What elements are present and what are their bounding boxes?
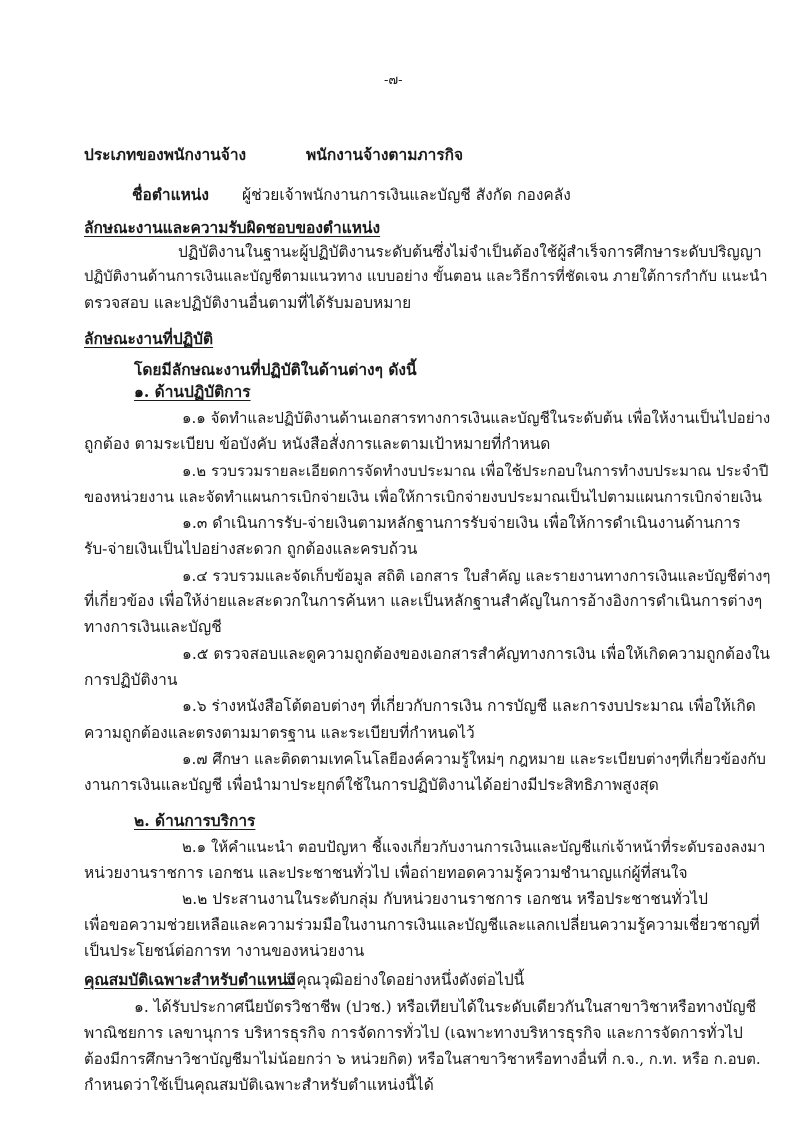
responsibility-line: ปฏิบัติงานด้านการเงินและบัญชีตามแนวทาง แบบอย่าง ขั้นตอน และวิธีการที่ชัดเจน ภายใต้การกำกับ แนะนำ (84, 268, 768, 285)
duty-item-line: ๑.๕ ตรวจสอบและดูความถูกต้องของเอกสารสำคัญทางการเงิน เพื่อให้เกิดความถูกต้องใน (182, 645, 771, 663)
qualification-line: พาณิชยการ เลขานุการ บริหารธุรกิจ การจัดการทั่วไป (เฉพาะทางบริหารธุรกิจ และการจัดการทั่วไป (84, 1024, 743, 1042)
duty-item-line: งานการเงินและบัญชี เพื่อนำมาประยุกต์ใช้ในการปฏิบัติงานได้อย่างมีประสิทธิภาพสูงสุด (84, 776, 659, 794)
duty-item-line: ๑.๖ ร่างหนังสือโต้ตอบต่างๆ ที่เกี่ยวกับการเงิน การบัญชี และการงบประมาณ เพื่อให้เกิด (182, 697, 756, 715)
duty-item-line: ๑.๒ รวบรวมรายละเอียดการจัดทำงบประมาณ เพื่อใช้ประกอบในการทำงบประมาณ ประจำปี (182, 462, 769, 480)
duties-intro: โดยมีลักษณะงานที่ปฏิบัติในด้านต่างๆ ดังนี้ (134, 360, 417, 379)
duties-heading: ลักษณะงานที่ปฏิบัติ (84, 329, 214, 348)
qualification-line: ต้องมีการศึกษาวิชาบัญชีมาไม่น้อยกว่า ๖ หน่วยกิต) หรือในสาขาวิชาหรือทางอื่นที่ ก.จ., ก.ท. หรือ ก.อบต. (84, 1050, 761, 1068)
employee-type-value: พนักงานจ้างตามภารกิจ (306, 145, 464, 164)
page-number: -๗- (384, 73, 403, 88)
qualification-heading: คุณสมบัติเฉพาะสำหรับตำแหน่ง (84, 970, 296, 989)
employee-type-label: ประเภทของพนักงานจ้าง (84, 145, 247, 164)
section-title: ๑. ด้านปฏิบัติการ (134, 382, 251, 401)
duty-item-line: การปฏิบัติงาน (84, 671, 178, 689)
duty-item-line: ๑.๔ รวบรวมและจัดเก็บข้อมูล สถิติ เอกสาร ใบสำคัญ และรายงานทางการเงินและบัญชีต่างๆ (182, 567, 771, 585)
duty-item-line: ที่เกี่ยวข้อง เพื่อให้ง่ายและสะดวกในการค้นหา และเป็นหลักฐานสำคัญในการอ้างอิงการดำเนินการต่างๆ (84, 592, 763, 610)
responsibility-heading: ลักษณะงานและความรับผิดชอบของตำแหน่ง (84, 218, 381, 237)
qualification-heading-suffix: มีคุณวุฒิอย่างใดอย่างหนึ่งดังต่อไปนี้ (286, 971, 525, 989)
duty-item-line: ๑.๑ จัดทำและปฏิบัติงานด้านเอกสารทางการเงินและบัญชีในระดับต้น เพื่อให้งานเป็นไปอย่าง (182, 409, 771, 427)
duty-item-line: ๒.๒ ประสานงานในระดับกลุ่ม กับหน่วยงานราชการ เอกชน หรือประชาชนทั่วไป (182, 890, 709, 908)
duty-item-line: ถูกต้อง ตามระเบียบ ข้อบังคับ หนังสือสั่งการและตามเป้าหมายที่กำหนด (84, 435, 551, 453)
duty-item-line: ความถูกต้องและตรงตามมาตรฐาน และระเบียบที่กำหนดไว้ (84, 724, 475, 742)
qualification-line: กำหนดว่าใช้เป็นคุณสมบัติเฉพาะสำหรับตำแหน่งนี้ได้ (84, 1076, 434, 1094)
position-label: ชื่อตำแหน่ง (132, 185, 209, 204)
duty-item-line: รับ-จ่ายเงินเป็นไปอย่างสะดวก ถูกต้องและครบถ้วน (84, 540, 418, 558)
duty-item-line: ๒.๑ ให้คำแนะนำ ตอบปัญหา ชี้แจงเกี่ยวกับงานการเงินและบัญชีแก่เจ้าหน้าที่ระดับรองลงมา (182, 838, 766, 856)
section-title: ๒. ด้านการบริการ (134, 811, 256, 830)
qualification-line: ๑. ได้รับประกาศนียบัตรวิชาชีพ (ปวช.) หรือเทียบได้ในระดับเดียวกันในสาขาวิชาหรือทางบัญชี (134, 998, 757, 1016)
duty-item-line: ๑.๗ ศึกษา และติดตามเทคโนโลยีองค์ความรู้ใหม่ๆ กฎหมาย และระเบียบต่างๆที่เกี่ยวข้องกับ (182, 750, 766, 768)
position-value: ผู้ช่วยเจ้าพนักงานการเงินและบัญชี สังกัด กองคลัง (242, 186, 571, 204)
responsibility-line: ปฏิบัติงานในฐานะผู้ปฏิบัติงานระดับต้นซึ่งไม่จำเป็นต้องใช้ผู้สำเร็จการศึกษาระดับปริญญา (178, 243, 762, 261)
duty-item-line: ๑.๓ ดำเนินการรับ-จ่ายเงินตามหลักฐานการรับจ่ายเงิน เพื่อให้การดำเนินงานด้านการ (182, 514, 741, 532)
duty-item-line: เป็นประโยชน์ต่อการท างานของหน่วยงาน (84, 942, 365, 960)
duty-item-line: ของหน่วยงาน และจัดทำแผนการเบิกจ่ายเงิน เพื่อให้การเบิกจ่ายงบประมาณเป็นไปตามแผนการเบิกจ่ายเงิน (84, 488, 762, 506)
duty-item-line: เพื่อขอความช่วยเหลือและความร่วมมือในงานการเงินและบัญชีและแลกเปลี่ยนความรู้ความเชี่ยวชาญที่ (84, 916, 760, 934)
responsibility-line: ตรวจสอบ และปฏิบัติงานอื่นตามที่ได้รับมอบหมาย (84, 294, 412, 312)
duty-item-line: หน่วยงานราชการ เอกชน และประชาชนทั่วไป เพื่อถ่ายทอดความรู้ความชำนาญแก่ผู้ที่สนใจ (84, 864, 688, 882)
duty-item-line: ทางการเงินและบัญชี (84, 618, 222, 636)
